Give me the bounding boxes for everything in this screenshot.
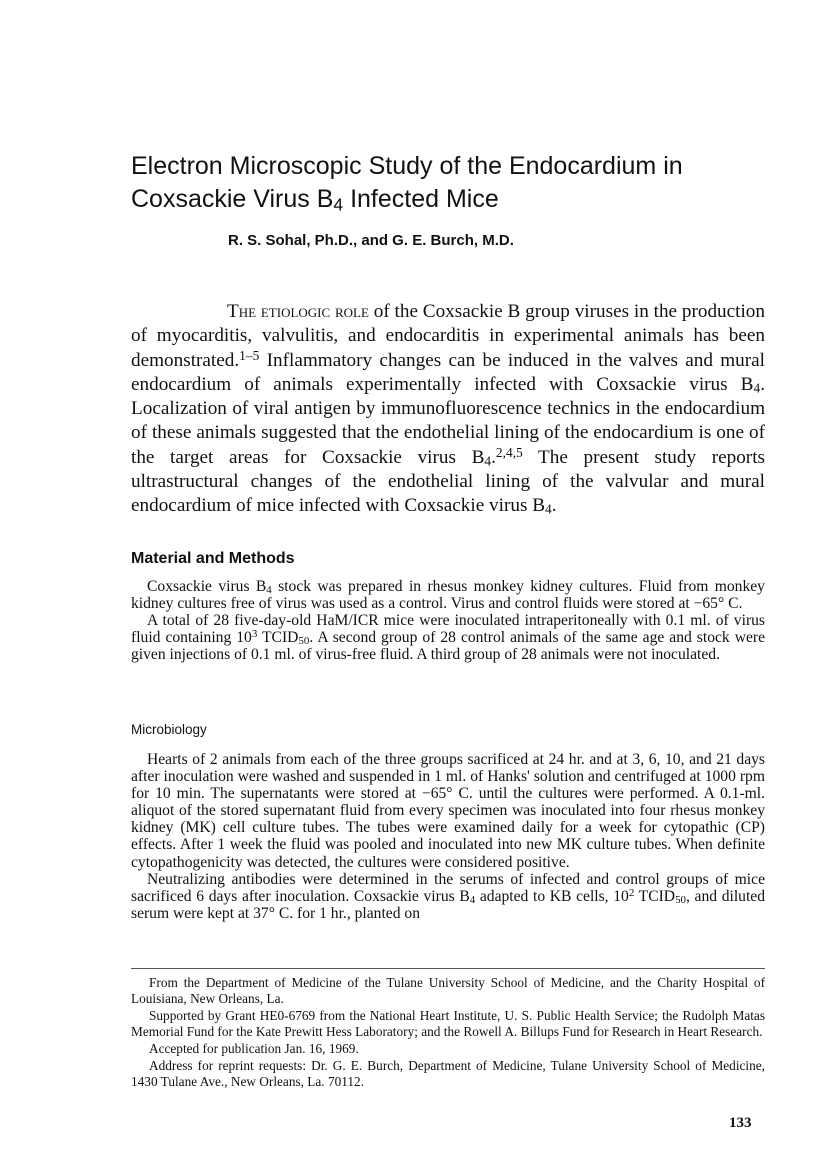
- author-line: R. S. Sohal, Ph.D., and G. E. Burch, M.D.: [228, 232, 514, 249]
- article-title: [131, 150, 751, 216]
- subsection-heading-microbiology: Microbiology: [131, 722, 207, 737]
- methods-paragraph-1: Coxsackie virus $B_4$ stock was prepared in rhesus monkey kidney cultures. Fluid from monkey kidney cultures free of virus was used as a control. Virus and control fluids were stored at −65° C.: [131, 578, 765, 613]
- reference-marker: 1–5: [239, 347, 260, 363]
- footnote-funding: Supported by Grant HE0-6769 from the National Heart Institute, U. S. Public Health Service; the Rudolph Matas Memorial Fund for the Kate Prewitt Hess Laboratory; and the Rowell A. Billups Fund for Research in Heart Research.: [131, 1008, 765, 1039]
- title-text: Electron Microscopic Study of the Endocardium in Coxsackie Virus B: [131, 152, 683, 213]
- methods-body: [131, 578, 765, 663]
- section-heading-methods: Material and Methods: [131, 550, 295, 567]
- microbiology-paragraph-1: Hearts of 2 animals from each of the three groups sacrificed at 24 hr. and at 3, 6, 10, and 21 days after inoculation were washed and suspended in 1 ml. of Hanks' solution and centrifuged at 1000 rpm for 10 min. The supernatants were stored at −65° C. until the cultures were performed. A 0.1-ml. aliquot of the stored supernatant fluid from every specimen was inoculated into four rhesus monkey kidney (MK) cell culture tubes. The tubes were examined daily for a week for cytopathic (CP) effects. After 1 week the fluid was pooled and inoculated into new MK culture tubes. When definite cytopathogenicity was detected, the cultures were considered positive.: [131, 751, 765, 871]
- footnote-affiliation: From the Department of Medicine of the Tulane University School of Medicine, and the Charity Hospital of Louisiana, New Orleans, La.: [131, 975, 765, 1006]
- abstract-lead-in: The etiologic role: [227, 301, 369, 322]
- title-subscript: 4: [333, 194, 344, 215]
- footnote-reprint-address: Address for reprint requests: Dr. G. E. Burch, Department of Medicine, Tulane University School of Medicine, 1430 Tulane Ave., New Orleans, La. 70112.: [131, 1058, 765, 1089]
- title-text-end: Infected Mice: [343, 185, 499, 213]
- methods-paragraph-2: A total of 28 five-day-old HaM/ICR mice were inoculated intraperitoneally with 0.1 ml. of virus fluid containing $10^3$ $TCID_{50}$. A second group of 28 control animals of the same age and stock were given injections of 0.1 ml. of virus-free fluid. A third group of 28 animals were not inoculated.: [131, 612, 766, 664]
- microbiology-paragraph-2: Neutralizing antibodies were determined in the serums of infected and control groups of mice sacrificed 6 days after inoculation. Coxsackie virus $B_4$ adapted to KB cells, $10^2$ $TCID_{50}$, and diluted serum were kept at 37° C. for 1 hr., planted on: [131, 870, 766, 922]
- footnotes: [131, 975, 765, 1091]
- reference-marker: 2,4,5: [495, 444, 523, 460]
- abstract-paragraph: The etiologic role of the Coxsackie B group viruses in the production of myocarditis, valvulitis, and endocarditis in experimental animals has been demonstrated.$^{1-5}$ Inflammatory changes can be induced in the valves and mural endocardium of animals experimentally infected with Coxsackie virus $B_4$. Localization of viral antigen by immunofluorescence technics in the endocardium of these animals suggested that the endothelial lining of the endocardium is one of the target areas for Coxsackie virus $B_4.^{2,4,5}$ The present study reports ultrastructural changes of the endothelial lining of the valvular and mural endocardium of mice infected with Coxsackie virus $B_4$.: [131, 301, 765, 518]
- footnote-divider: [131, 968, 765, 969]
- microbiology-body: [131, 751, 765, 922]
- footnote-accepted: Accepted for publication Jan. 16, 1969.: [149, 1041, 359, 1056]
- page-number: 133: [729, 1115, 752, 1131]
